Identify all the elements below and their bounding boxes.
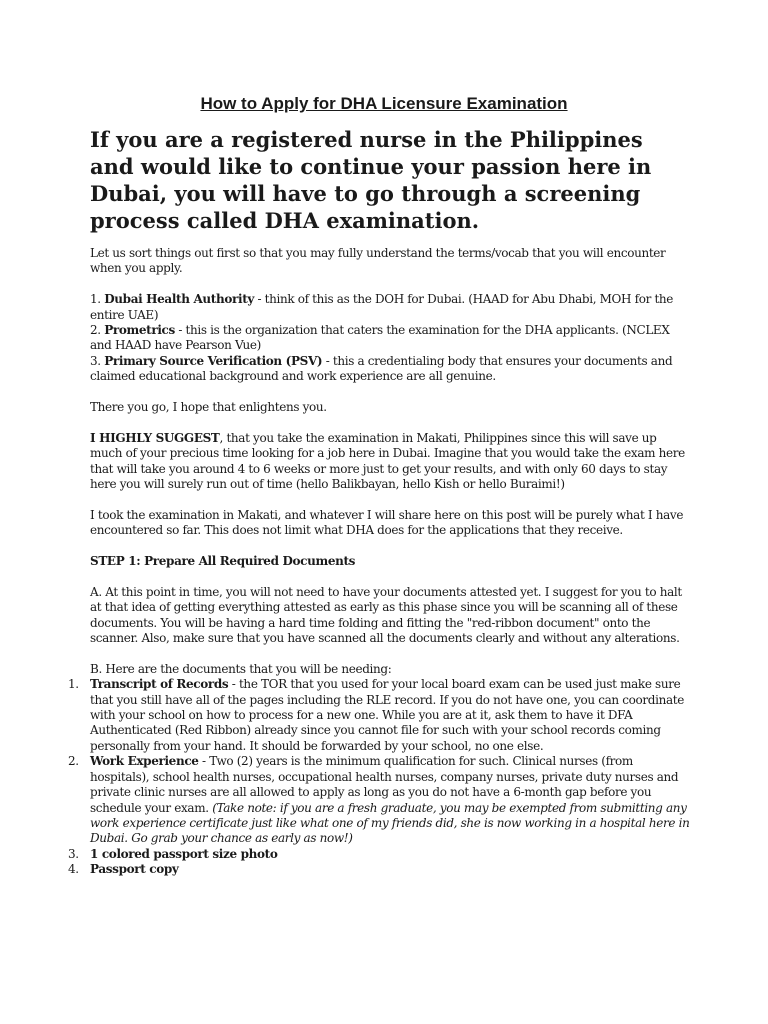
headline: If you are a registered nurse in the Philippines and would like to continue your passion here in Dubai, you will have to go through a screening process called DHA examination. bbox=[90, 127, 652, 233]
intro-paragraph: Let us sort things out first so that you may fully understand the terms/vocab that you will encounter when you apply. bbox=[90, 246, 666, 276]
term-item: 2. Prometrics - this is the organization that caters the examination for the DHA applicants. (NCLEX and HAAD have Pearson Vue) bbox=[90, 323, 670, 353]
enlighten-paragraph: There you go, I hope that enlightens you. bbox=[90, 400, 327, 415]
term-item: 3. Primary Source Verification (PSV) - this a credentialing body that ensures your documents and claimed educational background and work experience are all genuine. bbox=[90, 353, 673, 384]
document-body bbox=[68, 246, 690, 878]
doc-label: Transcript of Records bbox=[90, 677, 229, 692]
page-title: How to Apply for DHA Licensure Examination bbox=[200, 94, 568, 113]
list-item: 3. 1 colored passport size photo bbox=[68, 846, 278, 861]
took-exam-paragraph: I took the examination in Makati, and whatever I will share here on this post will be purely what I have encountered so far. This does not limit what DHA does for the applications that they receive. bbox=[90, 507, 684, 538]
paragraph-a: A. At this point in time, you will not need to have your documents attested yet. I suggest for you to halt at that idea of getting everything attested as early as this phase since you will be scanning all of these documents. You will be having a hard time folding and fitting the "red-ribbon document" onto the scanner. Also, make sure that you have scanned all the documents clearly and without any alterations. bbox=[90, 584, 682, 646]
list-item: 1. Transcript of Records - the TOR that you used for your local board exam can be used just make sure that you still have all of the pages including the RLE record. If you do not have one, you can coordinate with your school on how to process for a new one. While you are at it, ask them to have it DFA Authenticated (Red Ribbon) already since you cannot file for such with your school records coming personally from your hand. It should be forwarded by your school, no one else. bbox=[68, 677, 684, 753]
documents-list bbox=[68, 677, 690, 877]
step-heading: STEP 1: Prepare All Required Documents bbox=[90, 554, 356, 569]
paragraph-b: B. Here are the documents that you will be needing: bbox=[90, 661, 392, 676]
doc-label: Passport copy bbox=[90, 862, 179, 877]
term-label: Primary Source Verification (PSV) bbox=[104, 353, 323, 368]
take-note: (Take note: if you are a fresh graduate, you may be exempted from submitting any work experience certificate just like what one of my friends did, she is now working in a hospital here in Dubai. Go grab your chance as early as now!) bbox=[90, 800, 690, 846]
term-item: 1. Dubai Health Authority - think of this as the DOH for Dubai. (HAAD for Abu Dhabi, MOH for the entire UAE) bbox=[90, 292, 674, 322]
term-label: Prometrics bbox=[104, 323, 175, 338]
list-item: 4. Passport copy bbox=[68, 862, 179, 877]
list-item: 2. Work Experience - Two (2) years is the minimum qualification for such. Clinical nurses (from hospitals), school health nurses, occupational health nurses, company nurses, private duty nurses and private clinic nurses are all allowed to apply as long as you do not have a 6-month gap before you schedule your exam. (Take note: if you are a fresh graduate, you may be exempted from submitting any work experience certificate just like what one of my friends did, she is now working in a hospital here in Dubai. Go grab your chance as early as now!) bbox=[68, 754, 690, 846]
doc-label: 1 colored passport size photo bbox=[90, 846, 278, 861]
term-label: Dubai Health Authority bbox=[104, 292, 255, 307]
doc-label: Work Experience bbox=[90, 754, 199, 769]
suggest-paragraph: I HIGHLY SUGGEST, that you take the examination in Makati, Philippines since this will save up much of your precious time looking for a job here in Dubai. Imagine that you would take the exam here that will take you around 4 to 6 weeks or more just to get your results, and with only 60 days to stay here you will surely run out of time (hello Balikbayan, hello Kish or hello Buraimi!) bbox=[90, 430, 685, 492]
